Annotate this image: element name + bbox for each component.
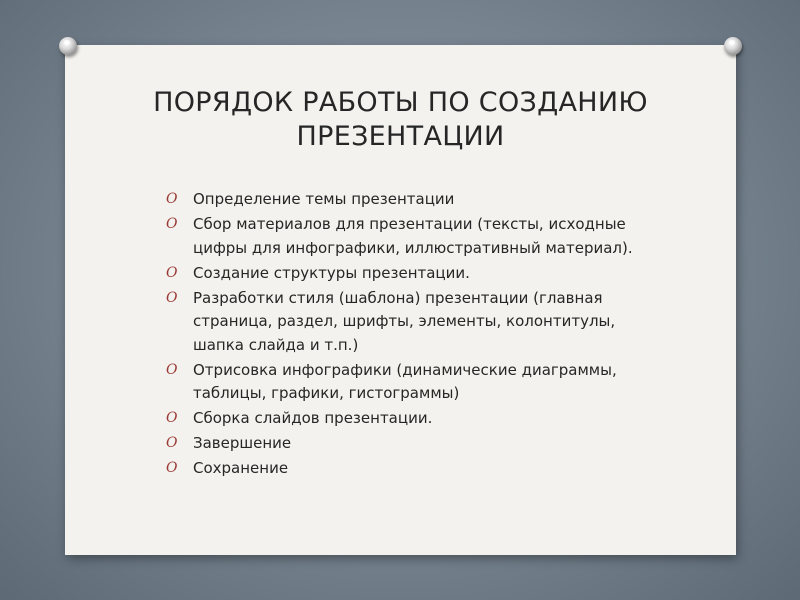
bullet-item-2 bbox=[166, 213, 666, 260]
bullet-marker-icon: O bbox=[166, 191, 178, 207]
bullet-item-7 bbox=[166, 432, 666, 456]
bullet-text: Сохранение bbox=[193, 459, 289, 477]
bullet-text: Разработки стиля (шаблона) презентации (главная страница, раздел, шрифты, элементы, колонтитулы, шапка слайда и т.п.) bbox=[193, 288, 616, 354]
bullet-text: Отрисовка инфографики (динамические диаграммы, таблицы, графики, гистограммы) bbox=[193, 360, 617, 402]
bullet-text: Определение темы презентации bbox=[193, 190, 455, 208]
bullet-item-1 bbox=[166, 188, 666, 212]
bullet-item-5 bbox=[166, 359, 666, 406]
bullet-text: Сбор материалов для презентации (тексты, исходные цифры для инфографики, иллюстративный материал). bbox=[193, 215, 633, 257]
pushpin-right-icon bbox=[724, 37, 742, 55]
bullet-marker-icon: O bbox=[166, 289, 178, 306]
slide-title-line-2: ПРЕЗЕНТАЦИИ bbox=[296, 121, 505, 152]
bullet-item-6 bbox=[166, 407, 666, 431]
bullet-item-8 bbox=[166, 457, 666, 481]
bullet-text: Создание структуры презентации. bbox=[193, 263, 470, 282]
bullet-item-3 bbox=[166, 262, 666, 286]
bullet-marker-icon: O bbox=[166, 410, 178, 426]
bullet-text: Сборка слайдов презентации. bbox=[193, 409, 433, 427]
bullet-text: Завершение bbox=[193, 434, 292, 452]
bullet-marker-icon: O bbox=[166, 361, 178, 378]
bullet-marker-icon: O bbox=[166, 216, 178, 232]
bullet-marker-icon: O bbox=[166, 460, 178, 476]
bullet-marker-icon: O bbox=[166, 264, 178, 281]
slide-title-line-1: ПОРЯДОК РАБОТЫ ПО СОЗДАНИЮ bbox=[153, 87, 648, 118]
bullet-list bbox=[166, 188, 666, 482]
bullet-item-4 bbox=[166, 287, 666, 358]
slide-title bbox=[65, 86, 736, 154]
pushpin-left-icon bbox=[59, 37, 77, 55]
bullet-marker-icon: O bbox=[166, 435, 178, 451]
